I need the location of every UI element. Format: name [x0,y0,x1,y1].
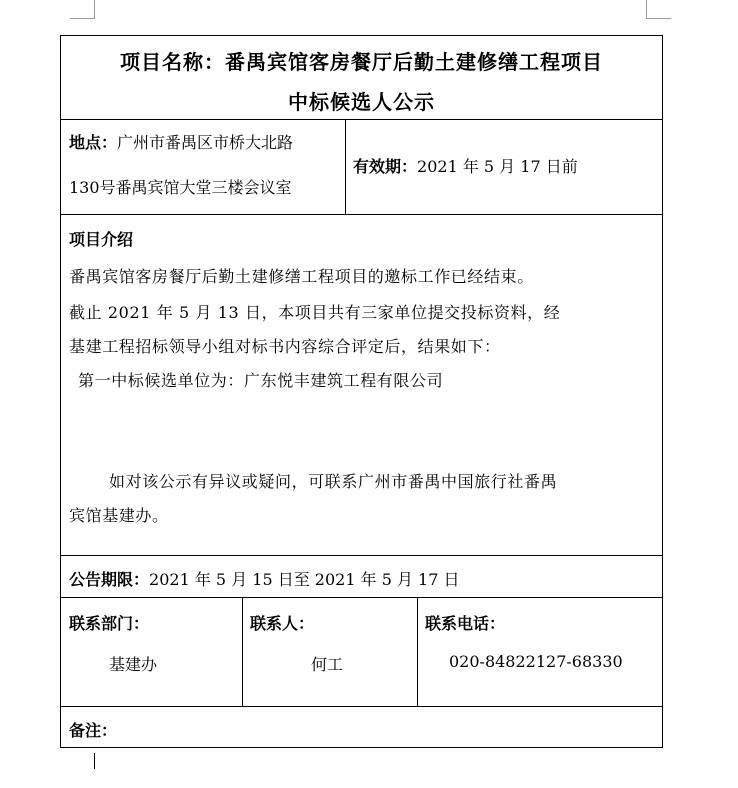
dept-label: 联系部门： [69,614,150,633]
contact-note-line: 如对该公示有异议或疑问，可联系广州市番禺中国旅行社番禺 [109,472,558,491]
period-value: 2021 年 5 月 15 日至 2021 年 5 月 17 日 [149,570,460,589]
divider [345,120,346,214]
announcement-period: 公告期限：2021 年 5 月 15 日至 2021 年 5 月 17 日 [69,570,460,589]
page-title: 项目名称：番禺宾馆客房餐厅后勤土建修缮工程项目 [120,50,603,74]
intro-line: 基建工程招标领导小组对标书内容综合评定后，结果如下： [69,337,501,356]
title-subtitle: 中标候选人公示 [288,90,435,114]
location-line2: 130号番禺宾馆大堂三楼会议室 [69,178,292,197]
crop-mark-top-left [70,0,95,19]
period-row [61,556,662,598]
location-label: 地点 [69,133,102,152]
period-label: 公告期限 [69,570,134,589]
intro-line: 截止 2021 年 5 月 13 日，本项目共有三家单位提交投标资料，经 [69,303,561,322]
remarks-row [61,707,662,747]
validity-label: 有效期 [353,157,402,176]
location-row [61,120,662,215]
winning-bidder: 第一中标候选单位为：广东悦丰建筑工程有限公司 [78,371,444,390]
validity: 有效期：2021 年 5 月 17 日前 [353,157,578,176]
title-cell [61,36,662,120]
contacts-row [61,598,662,707]
contact-note-line: 宾馆基建办。 [69,506,169,525]
divider [417,598,418,706]
person-label: 联系人： [250,614,315,633]
crop-mark-top-right [646,0,671,19]
title-label: 项目名称 [120,50,204,74]
intro-section [61,215,662,556]
project-name: 番禺宾馆客房餐厅后勤土建修缮工程项目 [225,50,603,74]
phone-label: 联系电话： [425,614,506,633]
phone-value: 020-84822127-68330 [449,652,623,671]
dept-value: 基建办 [109,655,158,674]
announcement-table [60,35,663,748]
person-value: 何工 [311,655,344,674]
location-line1: 地点：广州市番禺区市桥大北路 [69,133,294,152]
remarks-label: 备注： [69,721,118,740]
intro-line: 番禺宾馆客房餐厅后勤土建修缮工程项目的邀标工作已经结束。 [69,267,534,286]
text-cursor [94,753,95,769]
validity-value: 2021 年 5 月 17 日前 [417,157,578,176]
divider [242,598,243,706]
intro-label: 项目介绍 [69,230,134,249]
